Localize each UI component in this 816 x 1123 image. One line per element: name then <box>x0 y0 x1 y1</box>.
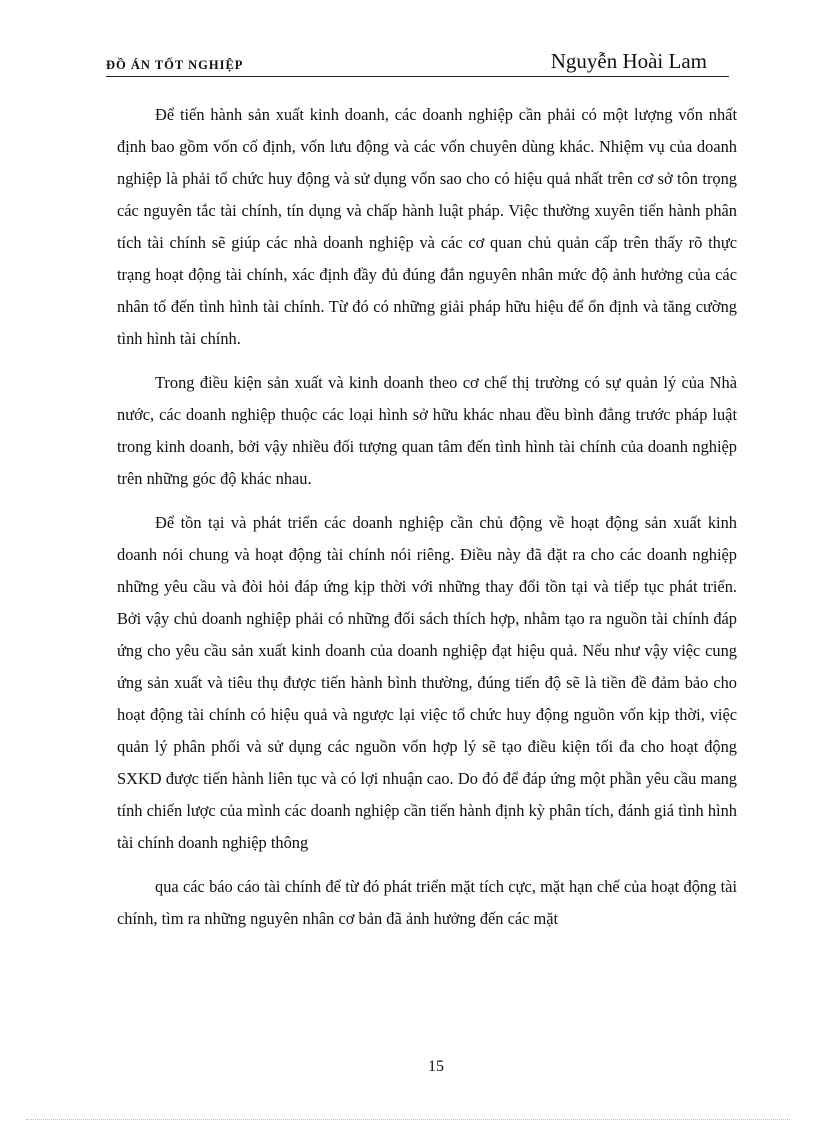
header-thesis-label: ĐỒ ÁN TỐT NGHIỆP <box>106 58 244 72</box>
page-bottom-divider <box>26 1119 790 1120</box>
header-author-name: Nguyễn Hoài Lam <box>550 49 707 73</box>
document-body <box>117 99 737 947</box>
paragraph-2: Trong điều kiện sản xuất và kinh doanh theo cơ chế thị trường có sự quản lý của Nhà nước, các doanh nghiệp thuộc các loại hình sở hữu khác nhau đều bình đẳng trước pháp luật trong kinh doanh, bởi vậy nhiều đối tượng quan tâm đến tình hình tài chính của doanh nghiệp trên những góc độ khác nhau. <box>117 373 737 488</box>
paragraph-3: Để tồn tại và phát triển các doanh nghiệp cần chủ động về hoạt động sản xuất kinh doanh nói chung và hoạt động tài chính nói riêng. Điều này đã đặt ra cho các doanh nghiệp những yêu cầu và đòi hỏi đáp ứng kịp thời với những thay đổi tồn tại và tiếp tục phát triển. Bởi vậy chủ doanh nghiệp phải có những đối sách thích hợp, nhằm tạo ra nguồn tài chính đáp ứng cho yêu cầu sản xuất kinh doanh của doanh nghiệp đạt hiệu quả. Nếu như vậy việc cung ứng sản xuất và tiêu thụ được tiến hành bình thường, đúng tiến độ sẽ là tiền đề đảm bảo cho hoạt động tài chính có hiệu quả và ngược lại việc tổ chức huy động nguồn vốn kịp thời, việc quản lý phân phối và sử dụng các nguồn vốn hợp lý sẽ tạo điều kiện tối đa cho hoạt động SXKD được tiến hành liên tục và có lợi nhuận cao. Do đó để đáp ứng một phần yêu cầu mang tính chiến lược của mình các doanh nghiệp cần tiến hành định kỳ phân tích, đánh giá tình hình tài chính doanh nghiệp thông <box>117 513 737 852</box>
page-header <box>106 48 729 77</box>
paragraph-1: Để tiến hành sản xuất kinh doanh, các doanh nghiệp cần phải có một lượng vốn nhất định bao gồm vốn cố định, vốn lưu động và các vốn chuyên dùng khác. Nhiệm vụ của doanh nghiệp là phải tổ chức huy động và sử dụng vốn sao cho có hiệu quả nhất trên cơ sở tôn trọng các nguyên tắc tài chính, tín dụng và chấp hành luật pháp. Việc thường xuyên tiến hành phân tích tài chính sẽ giúp các nhà doanh nghiệp và các cơ quan chủ quản cấp trên thấy rõ thực trạng hoạt động tài chính, xác định đầy đủ đúng đắn nguyên nhân mức độ ảnh hưởng của các nhân tố đến tình hình tài chính. Từ đó có những giải pháp hữu hiệu để ổn định và tăng cường tình hình tài chính. <box>117 105 737 348</box>
page-number: 15 <box>428 1058 444 1075</box>
paragraph-4: qua các báo cáo tài chính để từ đó phát triển mặt tích cực, mặt hạn chế của hoạt động tài chính, tìm ra những nguyên nhân cơ bản đã ảnh hưởng đến các mặt <box>117 877 737 928</box>
